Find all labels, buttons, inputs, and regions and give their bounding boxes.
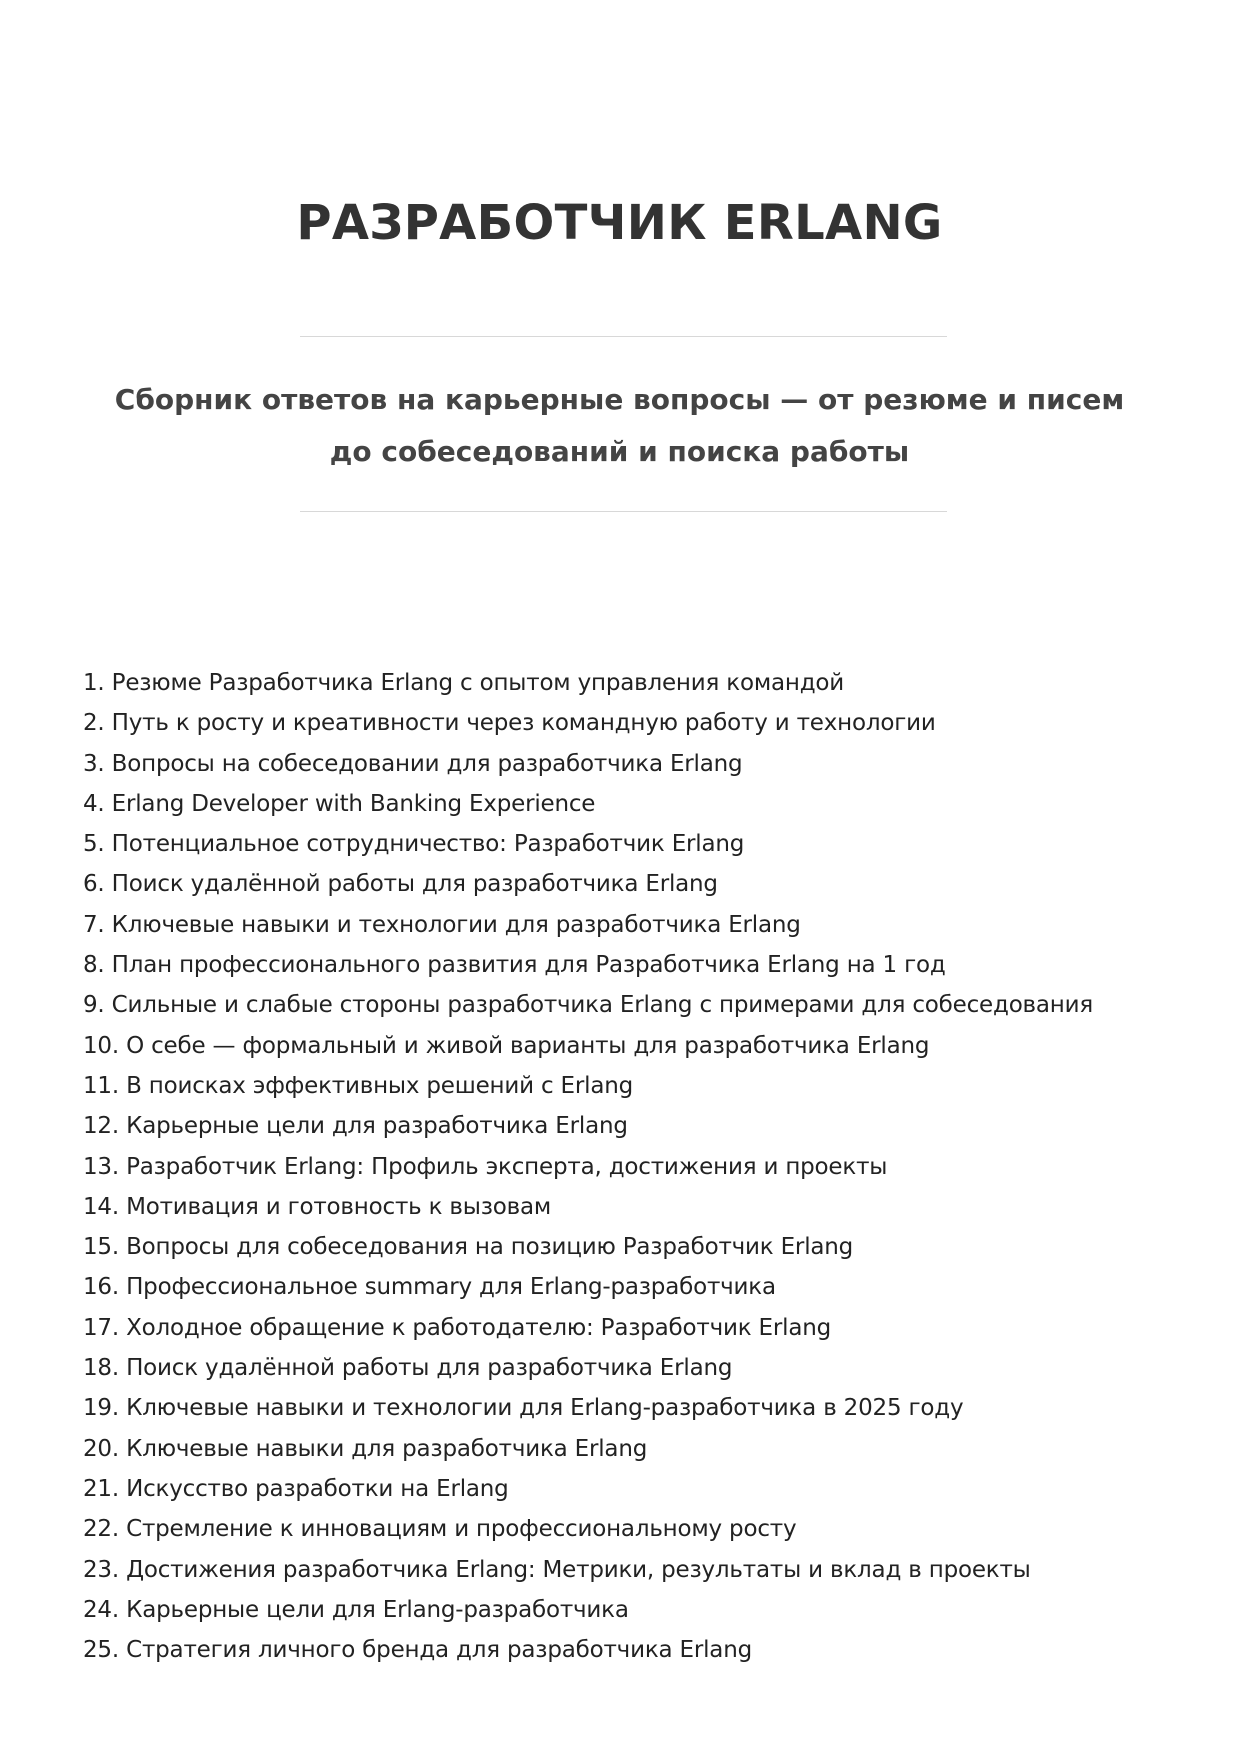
toc-item: 23. Достижения разработчика Erlang: Метрики, результаты и вклад в проекты [83,1556,1031,1583]
toc-item: 1. Резюме Разработчика Erlang с опытом управления командой [83,670,845,696]
toc-item: 22. Стремление к инновациям и профессиональному росту [83,1516,797,1543]
toc-item: 2. Путь к росту и креативности через командную работу и технологии [83,710,936,737]
toc-item: 24. Карьерные цели для Erlang-разработчика [83,1596,629,1623]
toc-item: 21. Искусство разработки на Erlang [83,1475,509,1502]
toc-item: 15. Вопросы для собеседования на позицию Разработчик Erlang [83,1234,854,1261]
divider-bottom [300,511,947,512]
toc-item: 8. План профессионального развития для Разработчика Erlang на 1 год [83,952,946,979]
toc-item: 10. О себе — формальный и живой варианты для разработчика Erlang [83,1032,930,1059]
toc-item: 16. Профессиональное summary для Erlang-разработчика [83,1274,776,1301]
toc-item: 20. Ключевые навыки для разработчика Erlang [83,1435,648,1462]
toc-item: 11. В поисках эффективных решений с Erlang [83,1072,634,1099]
toc-item: 9. Сильные и слабые стороны разработчика Erlang с примерами для собеседования [83,992,1094,1019]
toc-item: 17. Холодное обращение к работодателю: Разработчик Erlang [83,1314,831,1341]
divider-top [300,336,947,337]
document-title: РАЗРАБОТЧИК ERLANG [296,195,943,251]
toc-item: 7. Ключевые навыки и технологии для разработчика Erlang [83,911,801,938]
toc-item: 6. Поиск удалённой работы для разработчика Erlang [83,871,718,898]
toc-item: 13. Разработчик Erlang: Профиль эксперта, достижения и проекты [83,1153,888,1180]
toc-item: 25. Стратегия личного бренда для разработчика Erlang [83,1637,752,1664]
toc-item: 14. Мотивация и готовность к вызовам [83,1193,552,1220]
table-of-contents [83,663,1163,1670]
toc-item: 5. Потенциальное сотрудничество: Разработчик Erlang [83,831,745,858]
toc-item: 12. Карьерные цели для разработчика Erlang [83,1113,628,1140]
toc-item: 19. Ключевые навыки и технологии для Erlang-разработчика в 2025 году [83,1395,964,1422]
toc-item: 4. Erlang Developer with Banking Experience [83,790,596,817]
toc-item: 18. Поиск удалённой работы для разработчика Erlang [83,1355,733,1382]
toc-item: 3. Вопросы на собеседовании для разработчика Erlang [83,750,743,777]
document-subtitle: Сборник ответов на карьерные вопросы — от резюме и писем до собеседований и поиска работы [114,383,1125,468]
